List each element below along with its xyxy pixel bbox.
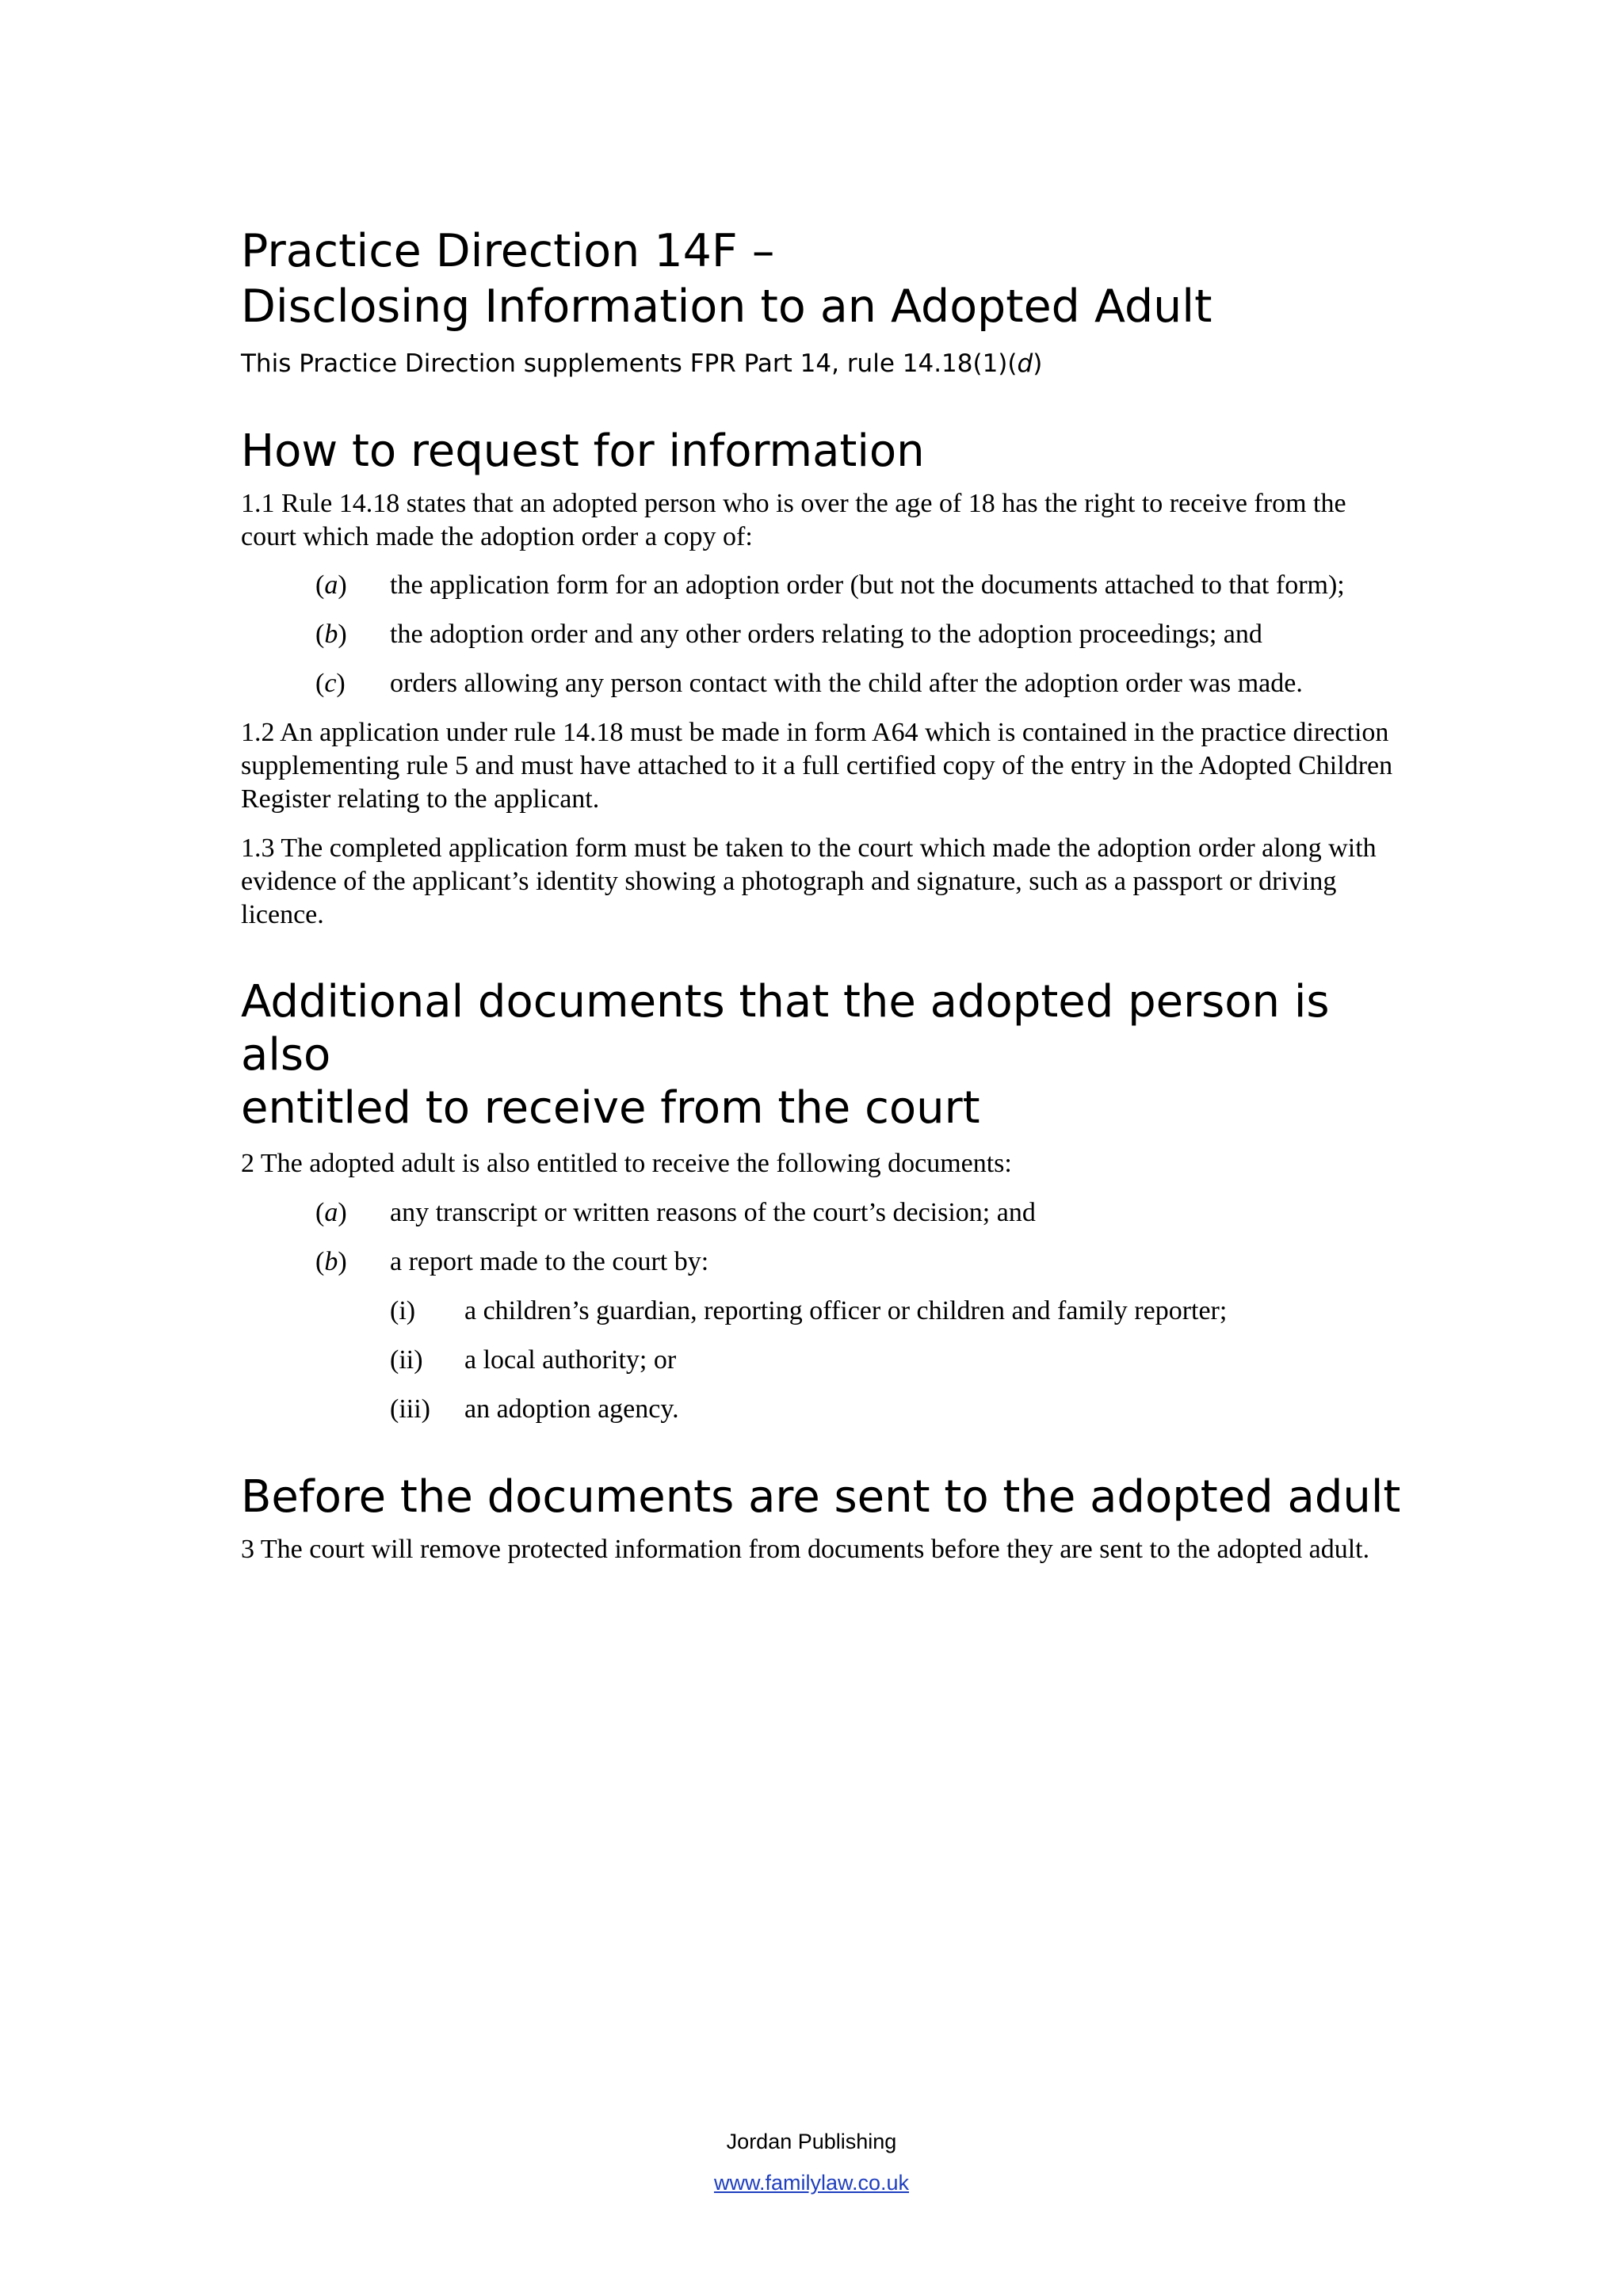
list-item-text: the application form for an adoption order (but not the documents attached to that form);	[390, 570, 1345, 600]
subtitle-suffix: )	[1033, 349, 1043, 378]
list-item-text: the adoption order and any other orders relating to the adoption proceedings; and	[390, 620, 1262, 649]
footer-link-container	[0, 2169, 1623, 2196]
paragraph-3: 3 The court will remove protected information from documents before they are sent to the adopted adult.	[241, 1535, 1370, 1564]
list-marker: (i)	[390, 1296, 416, 1325]
list-subitem-i	[241, 1295, 1406, 1328]
list-marker: (a)	[315, 1198, 347, 1227]
list-marker: (b)	[315, 620, 347, 649]
list-subitem-iii	[241, 1393, 1406, 1426]
list-item-text: a children’s guardian, reporting officer or children and family reporter;	[464, 1296, 1228, 1325]
list-item-text: an adoption agency.	[464, 1394, 679, 1424]
list-marker: (iii)	[390, 1394, 430, 1424]
list-item-text: a report made to the court by:	[390, 1247, 709, 1276]
page-title-line2: Disclosing Information to an Adopted Adult	[241, 280, 1212, 333]
page-subtitle	[241, 347, 1406, 380]
page-title	[241, 223, 1406, 334]
list-item-1b	[241, 618, 1406, 651]
subtitle-prefix: This Practice Direction supplements FPR Part 14, rule 14.18(1)(	[241, 349, 1018, 378]
document-page	[241, 223, 1406, 1566]
list-subitem-ii	[241, 1344, 1406, 1377]
list-item-2a	[241, 1196, 1406, 1230]
section-heading-line2: entitled to receive from the court	[241, 1082, 980, 1134]
paragraph-1-1: 1.1 Rule 14.18 states that an adopted person who is over the age of 18 has the right to receive from the court which made the adoption order a copy of:	[241, 489, 1346, 551]
list-item-2b	[241, 1245, 1406, 1279]
list-item-text: any transcript or written reasons of the court’s decision; and	[390, 1198, 1036, 1227]
page-title-line1: Practice Direction 14F –	[241, 225, 775, 277]
paragraph-1-3: 1.3 The completed application form must be taken to the court which made the adoption order along with evidence of the applicant’s identity showing a photograph and signature, such as a passport or driving licence.	[241, 833, 1377, 929]
paragraph-1-2: 1.2 An application under rule 14.18 must be made in form A64 which is contained in the practice direction supplementing rule 5 and must have attached to it a full certified copy of the entry in the Adopted Children Register relating to the applicant.	[241, 718, 1393, 814]
list-item-text: a local authority; or	[464, 1345, 677, 1375]
footer-publisher: Jordan Publishing	[726, 2130, 897, 2153]
list-marker: (c)	[315, 669, 346, 698]
section-heading-line1: Additional documents that the adopted person is also	[241, 976, 1330, 1081]
list-item-text: orders allowing any person contact with the child after the adoption order was made.	[390, 669, 1303, 698]
list-marker: (a)	[315, 570, 347, 600]
section-heading-additional-documents	[241, 975, 1406, 1135]
section-heading-before-documents-sent: Before the documents are sent to the adopted adult	[241, 1471, 1401, 1523]
list-item-1a	[241, 569, 1406, 602]
list-item-1c	[241, 667, 1406, 700]
paragraph-2: 2 The adopted adult is also entitled to receive the following documents:	[241, 1149, 1012, 1178]
subtitle-italic: d	[1017, 349, 1033, 378]
footer-website-link[interactable]: www.familylaw.co.uk	[713, 2171, 910, 2195]
section-heading-how-to-request: How to request for information	[241, 425, 925, 477]
list-marker: (ii)	[390, 1345, 423, 1375]
list-marker: (b)	[315, 1247, 347, 1276]
